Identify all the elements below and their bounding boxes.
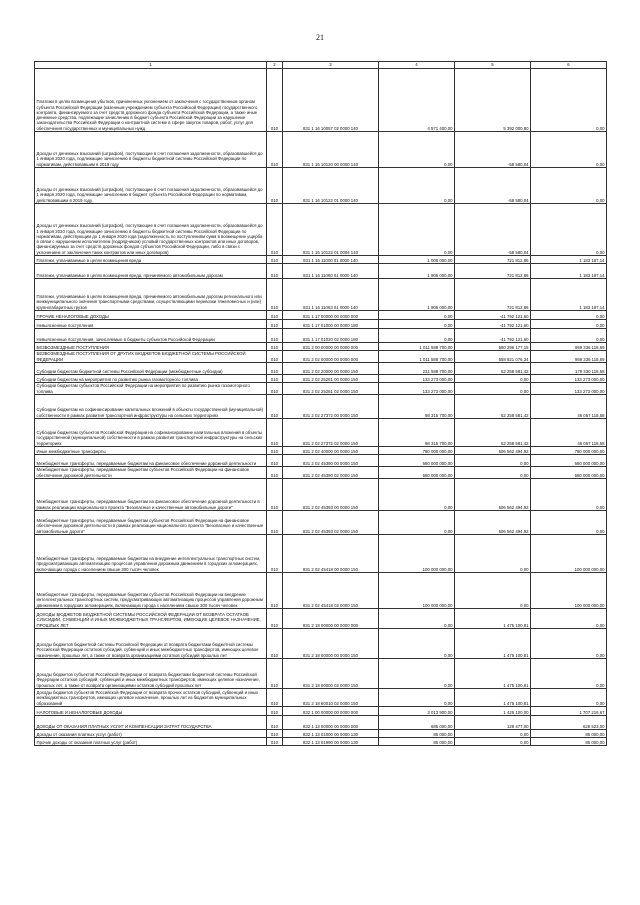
row-unexecuted: 0,00 xyxy=(531,320,607,329)
row-executed: 0,00 xyxy=(455,730,531,738)
row-name: Доходы бюджетов субъектов Российской Федерации от возврата бюджетами бюджетной системы Российской Федерации остатков субсидий, субвенций и иных межбюджетных трансфертов, имеющих целевое назначение, прошлых лет, а также от возврата организациями остатков субсидий прошлых лет xyxy=(35,659,267,689)
row-name: Межбюджетные трансферты, передаваемые бюджетам на финансовое обеспечение дорожной деятельности xyxy=(35,455,267,467)
row-executed: -41 792 121,60 xyxy=(455,329,531,343)
row-name: ПРОЧИЕ НЕНАЛОГОВЫЕ ДОХОДЫ xyxy=(35,311,267,320)
column-header: 5 xyxy=(455,62,531,69)
table-row xyxy=(35,467,607,479)
row-name: Платежи, уплачиваемые в целях возмещения вреда xyxy=(35,256,267,264)
row-executed: -58 580,04 xyxy=(455,132,531,168)
row-executed: 0,00 xyxy=(455,535,531,573)
row-line-code: 010 xyxy=(267,479,283,511)
row-unexecuted: 0,00 xyxy=(531,689,607,707)
row-approved: 98 315 700,00 xyxy=(379,419,455,447)
table-row xyxy=(35,730,607,738)
row-executed: 52 258 581,42 xyxy=(455,419,531,447)
row-approved: 0,00 xyxy=(379,629,455,659)
row-name: Межбюджетные трансферты, передаваемые бюджетам на финансовое обеспечение дорожной деятельности в рамках реализации национального проекта "Безопасные и качественные автомобильные дороги" xyxy=(35,479,267,511)
row-line-code: 010 xyxy=(267,69,283,132)
row-executed: 1 475 100,81 xyxy=(455,609,531,629)
row-line-code: 010 xyxy=(267,447,283,455)
table-body xyxy=(35,69,607,746)
row-line-code: 010 xyxy=(267,535,283,573)
page-number: 21 xyxy=(316,33,324,42)
row-unexecuted: 1 183 187,14 xyxy=(531,279,607,311)
row-budget-code: 831 1 16 10122 01 0000 140 xyxy=(283,168,379,204)
row-line-code: 010 xyxy=(267,343,283,351)
row-unexecuted: 46 057 118,58 xyxy=(531,395,607,419)
row-budget-code: 831 1 17 01000 00 0000 180 xyxy=(283,320,379,329)
row-budget-code: 831 2 02 45390 02 0000 150 xyxy=(283,467,379,479)
row-unexecuted: 0,00 xyxy=(531,329,607,343)
row-unexecuted: 0,00 xyxy=(531,659,607,689)
row-executed: -41 792 121,60 xyxy=(455,320,531,329)
row-executed: -58 580,04 xyxy=(455,204,531,256)
column-header: 6 xyxy=(531,62,607,69)
row-approved: 0,00 xyxy=(379,479,455,511)
column-header: 2 xyxy=(267,62,283,69)
row-name: НАЛОГОВЫЕ И НЕНАЛОГОВЫЕ ДОХОДЫ xyxy=(35,707,267,716)
row-unexecuted: 0,00 xyxy=(531,479,607,511)
row-budget-code: 831 2 02 45418 00 0000 150 xyxy=(283,535,379,573)
row-approved: 0,00 xyxy=(379,609,455,629)
column-header: 3 xyxy=(283,62,379,69)
row-unexecuted: 1 707 216,67 xyxy=(531,707,607,716)
revenue-table xyxy=(34,61,607,746)
row-name: Доходы от денежных взысканий (штрафов), поступающие в счет погашения задолженности, образовавшейся до 1 января 2020 года, подлежащие зачислению в бюджет субъекта Российской Федерации по нормативам, действовавшим в 2019 году xyxy=(35,168,267,204)
row-approved: 780 000 000,00 xyxy=(379,447,455,455)
table-row xyxy=(35,343,607,351)
row-line-code: 010 xyxy=(267,467,283,479)
row-executed: 0,00 xyxy=(455,738,531,746)
row-name: Невыясненные поступления, зачисляемые в бюджеты субъектов Российской Федерации xyxy=(35,329,267,343)
table-row xyxy=(35,511,607,535)
row-line-code: 010 xyxy=(267,256,283,264)
row-name: Доходы от денежных взысканий (штрафов), поступающие в счет погашения задолженности, образовавшейся до 1 января 2020 года, подлежащие зачислению в бюджеты бюджетной системы Российской Федерации по нормативам, действовавшим в 2019 году xyxy=(35,132,267,168)
row-line-code: 010 xyxy=(267,320,283,329)
row-name: Прочие доходы от оказания платных услуг (работ) xyxy=(35,738,267,746)
row-executed: 0,00 xyxy=(455,375,531,383)
row-approved: 685 000,00 xyxy=(379,716,455,730)
row-executed: 0,00 xyxy=(455,455,531,467)
row-line-code: 010 xyxy=(267,383,283,395)
row-budget-code: 831 2 18 00000 02 0000 150 xyxy=(283,659,379,689)
row-name: Невыясненные поступления xyxy=(35,320,267,329)
table-row xyxy=(35,320,607,329)
row-name: Субсидии бюджетам субъектов Российской Федерации на софинансирование капитальных вложений в объекты государственной (муниципальной) собственности в рамках развития транспортной инфраструктуры на сельских территориях xyxy=(35,419,267,447)
table-row xyxy=(35,375,607,383)
row-line-code: 010 xyxy=(267,738,283,746)
row-unexecuted: 0,00 xyxy=(531,168,607,204)
row-budget-code: 832 1 00 00000 00 0000 000 xyxy=(283,707,379,716)
row-line-code: 010 xyxy=(267,659,283,689)
row-approved: 0,00 xyxy=(379,320,455,329)
row-approved: 1 011 588 700,00 xyxy=(379,351,455,363)
table-row xyxy=(35,69,607,132)
table-row xyxy=(35,363,607,375)
row-unexecuted: 0,00 xyxy=(531,609,607,629)
table-row xyxy=(35,689,607,707)
row-line-code: 010 xyxy=(267,395,283,419)
row-unexecuted: 0,00 xyxy=(531,69,607,132)
row-approved: 0,00 xyxy=(379,329,455,343)
row-unexecuted: 133 273 000,00 xyxy=(531,375,607,383)
row-approved: 0,00 xyxy=(379,659,455,689)
row-name: БЕЗВОЗМЕЗДНЫЕ ПОСТУПЛЕНИЯ ОТ ДРУГИХ БЮДЖЕТОВ БЮДЖЕТНОЙ СИСТЕМЫ РОССИЙСКОЙ ФЕДЕРАЦИИ xyxy=(35,351,267,363)
table-row xyxy=(35,419,607,447)
row-executed: 1 475 100,81 xyxy=(455,689,531,707)
row-executed: 506 562 494,92 xyxy=(455,479,531,511)
row-approved: 1 905 000,00 xyxy=(379,264,455,279)
row-line-code: 010 xyxy=(267,419,283,447)
row-unexecuted: 780 000 000,00 xyxy=(531,447,607,455)
row-approved: 0,00 xyxy=(379,204,455,256)
row-executed: 0,00 xyxy=(455,383,531,395)
row-approved: 1 011 588 700,00 xyxy=(379,343,455,351)
row-line-code: 010 xyxy=(267,351,283,363)
row-approved: 0,00 xyxy=(379,132,455,168)
row-approved: 231 588 700,00 xyxy=(379,363,455,375)
row-budget-code: 831 1 16 10122 01 0004 140 xyxy=(283,204,379,256)
row-line-code: 010 xyxy=(267,707,283,716)
row-approved: 85 000,00 xyxy=(379,730,455,738)
table-row xyxy=(35,629,607,659)
row-budget-code: 831 2 02 45393 02 0000 150 xyxy=(283,511,379,535)
row-executed: 580 296 177,15 xyxy=(455,343,531,351)
row-line-code: 010 xyxy=(267,511,283,535)
row-unexecuted: 0,00 xyxy=(531,629,607,659)
row-executed: -58 580,04 xyxy=(455,168,531,204)
row-budget-code: 831 2 02 40000 00 0000 150 xyxy=(283,447,379,455)
row-approved: 1 905 000,00 xyxy=(379,279,455,311)
row-budget-code: 832 1 13 01990 00 0000 130 xyxy=(283,738,379,746)
row-budget-code: 831 2 18 00000 00 0000 000 xyxy=(283,609,379,629)
row-unexecuted: 100 000 000,00 xyxy=(531,573,607,609)
row-unexecuted: 85 000,00 xyxy=(531,738,607,746)
row-executed: -41 792 121,60 xyxy=(455,311,531,320)
row-name: Доходы бюджетов субъектов Российской Федерации от возврата прочих остатков субсидий, субвенций и иных межбюджетных трансфертов, имеющих целевое назначение, прошлых лет из бюджетов муниципальных образований xyxy=(35,689,267,707)
table-row xyxy=(35,479,607,511)
table-row xyxy=(35,716,607,730)
row-approved: 0,00 xyxy=(379,311,455,320)
table-row xyxy=(35,264,607,279)
row-unexecuted: 959 336 118,69 xyxy=(531,351,607,363)
row-unexecuted: 959 336 118,69 xyxy=(531,343,607,351)
row-name: Субсидии бюджетам на софинансирование капитальных вложений в объекты государственной (муниципальной) собственности в рамках развития транспортной инфраструктуры на сельских территориях xyxy=(35,395,267,419)
row-executed: 721 812,86 xyxy=(455,264,531,279)
row-budget-code: 831 1 16 11060 01 0000 140 xyxy=(283,264,379,279)
row-approved: 98 315 700,00 xyxy=(379,395,455,419)
row-approved: 3 013 900,00 xyxy=(379,707,455,716)
table-row xyxy=(35,447,607,455)
row-line-code: 010 xyxy=(267,689,283,707)
table-row xyxy=(35,659,607,689)
table-row xyxy=(35,311,607,320)
row-name: Платежи в целях возмещения убытков, причиненных уклонением от заключения с государственным органом субъекта Российской Федерации (казенным учреждением субъекта Российской Федерации) государственного контракта, финансируемого за счет средств дорожного фонда субъекта Российской Федерации, а также иные денежные средства, подлежащие зачислению в бюджет субъекта Российской Федерации за нарушение законодательства Российской Федерации о контрактной системе в сфере закупок товаров, работ, услуг для обеспечения государственных и муниципальных нужд xyxy=(35,69,267,132)
row-name: ДОХОДЫ БЮДЖЕТОВ БЮДЖЕТНОЙ СИСТЕМЫ РОССИЙСКОЙ ФЕДЕРАЦИИ ОТ ВОЗВРАТА ОСТАТКОВ СУБСИДИЙ, СУБВЕНЦИЙ И ИНЫХ МЕЖБЮДЖЕТНЫХ ТРАНСФЕРТОВ, ИМЕЮЩИХ ЦЕЛЕВОЕ НАЗНАЧЕНИЕ, ПРОШЛЫХ ЛЕТ xyxy=(35,609,267,629)
row-executed: 5 392 000,80 xyxy=(455,69,531,132)
row-approved: 100 000 000,00 xyxy=(379,573,455,609)
row-budget-code: 831 2 02 45390 00 0000 150 xyxy=(283,455,379,467)
row-budget-code: 831 1 16 10120 00 0000 140 xyxy=(283,132,379,168)
row-unexecuted: 0,00 xyxy=(531,511,607,535)
row-executed: 721 812,86 xyxy=(455,256,531,264)
table-row xyxy=(35,279,607,311)
row-budget-code: 831 1 17 01020 02 0000 180 xyxy=(283,329,379,343)
table-row xyxy=(35,132,607,168)
row-budget-code: 831 2 18 60010 02 0000 150 xyxy=(283,689,379,707)
row-budget-code: 831 2 02 27372 02 0000 150 xyxy=(283,419,379,447)
table-row xyxy=(35,455,607,467)
row-name: Межбюджетные трансферты, передаваемые бюджетам субъектов Российской Федерации на финансовое обеспечение дорожной деятельности xyxy=(35,467,267,479)
row-executed: 721 812,86 xyxy=(455,279,531,311)
row-unexecuted: 0,00 xyxy=(531,311,607,320)
row-line-code: 010 xyxy=(267,279,283,311)
row-approved: 1 005 000,00 xyxy=(379,256,455,264)
row-unexecuted: 680 000 000,00 xyxy=(531,467,607,479)
row-line-code: 010 xyxy=(267,311,283,320)
row-budget-code: 832 1 13 01000 00 0000 130 xyxy=(283,730,379,738)
row-name: БЕЗВОЗМЕЗДНЫЕ ПОСТУПЛЕНИЯ xyxy=(35,343,267,351)
row-unexecuted: 0,00 xyxy=(531,204,607,256)
row-name: Доходы от денежных взысканий (штрафов), поступающие в счет погашения задолженности, образовавшейся до 1 января 2020 года, подлежащие зачислению в бюджеты бюджетной системы Российской Федерации по нормативам, действующим до 1 января 2020 года (задолженность по поступлениям сумм в возмещение ущерба в связи с нарушением исполнителем (подрядчиком) условий государственных контрактов или иных договоров, финансируемых за счет средств дорожных фондов субъектов Российской Федерации, либо в связи с уклонением от заключения таких контрактов или иных договоров) xyxy=(35,204,267,256)
row-approved: 0,00 xyxy=(379,689,455,707)
row-line-code: 010 xyxy=(267,609,283,629)
table-row xyxy=(35,383,607,395)
row-line-code: 010 xyxy=(267,264,283,279)
row-budget-code: 831 1 17 00000 00 0000 000 xyxy=(283,311,379,320)
row-name: Субсидии бюджетам субъектов Российской Федерации на мероприятия по развитию рынка газомоторного топлива xyxy=(35,383,267,395)
row-executed: 52 258 581,42 xyxy=(455,363,531,375)
row-line-code: 010 xyxy=(267,132,283,168)
row-line-code: 010 xyxy=(267,168,283,204)
row-unexecuted: 1 183 187,14 xyxy=(531,256,607,264)
row-line-code: 010 xyxy=(267,573,283,609)
row-approved: 680 000 000,00 xyxy=(379,467,455,479)
row-executed: 0,00 xyxy=(455,467,531,479)
row-executed: 0,00 xyxy=(455,573,531,609)
row-name: ДОХОДЫ ОТ ОКАЗАНИЯ ПЛАТНЫХ УСЛУГ И КОМПЕНСАЦИИ ЗАТРАТ ГОСУДАРСТВА xyxy=(35,716,267,730)
row-unexecuted: 680 000 000,00 xyxy=(531,455,607,467)
table-row xyxy=(35,535,607,573)
row-approved: 680 000 000,00 xyxy=(379,455,455,467)
row-name: Межбюджетные трансферты, передаваемые бюджетам на внедрение интеллектуальных транспортных систем, предусматривающих автоматизацию процессов управления дорожным движением в городских агломерациях, включающих города с населением свыше 300 тысяч человек xyxy=(35,535,267,573)
row-name: Субсидии бюджетам на мероприятия по развитию рынка газомоторного топлива xyxy=(35,375,267,383)
row-unexecuted: 1 183 187,14 xyxy=(531,264,607,279)
row-budget-code: 831 1 16 11000 01 0000 140 xyxy=(283,256,379,264)
row-line-code: 010 xyxy=(267,455,283,467)
row-budget-code: 831 2 02 27372 00 0000 150 xyxy=(283,395,379,419)
row-budget-code: 831 2 18 00000 00 0000 150 xyxy=(283,629,379,659)
row-approved: 85 000,00 xyxy=(379,738,455,746)
row-approved: 133 273 000,00 xyxy=(379,375,455,383)
table-row xyxy=(35,256,607,264)
row-unexecuted: 133 273 000,00 xyxy=(531,383,607,395)
row-budget-code: 831 2 02 00000 00 0000 000 xyxy=(283,351,379,363)
table-row xyxy=(35,204,607,256)
row-budget-code: 831 2 02 20000 00 0000 150 xyxy=(283,363,379,375)
column-header: 4 xyxy=(379,62,455,69)
row-line-code: 010 xyxy=(267,375,283,383)
column-header-row xyxy=(35,62,607,69)
row-executed: 52 258 581,42 xyxy=(455,395,531,419)
table-row xyxy=(35,351,607,363)
table-row xyxy=(35,738,607,746)
row-unexecuted: 0,00 xyxy=(531,132,607,168)
row-budget-code: 831 1 16 11063 01 0000 140 xyxy=(283,279,379,311)
row-executed: 506 562 494,92 xyxy=(455,447,531,455)
table-row xyxy=(35,395,607,419)
table-row xyxy=(35,168,607,204)
row-line-code: 010 xyxy=(267,730,283,738)
table-row xyxy=(35,573,607,609)
row-unexecuted: 100 000 000,00 xyxy=(531,535,607,573)
row-unexecuted: 85 000,00 xyxy=(531,730,607,738)
row-unexecuted: 628 523,00 xyxy=(531,716,607,730)
row-budget-code: 832 1 13 00000 00 0000 000 xyxy=(283,716,379,730)
table-row xyxy=(35,707,607,716)
row-budget-code: 831 2 02 25261 00 0000 150 xyxy=(283,375,379,383)
table-row xyxy=(35,329,607,343)
row-name: Платежи, уплачиваемые в целях возмещения вреда, причиняемого автомобильным дорогам xyxy=(35,264,267,279)
row-budget-code: 831 2 02 45418 02 0000 150 xyxy=(283,573,379,609)
row-approved: 0,00 xyxy=(379,511,455,535)
row-unexecuted: 46 057 118,58 xyxy=(531,419,607,447)
row-name: Доходы от оказания платных услуг (работ) xyxy=(35,730,267,738)
row-unexecuted: 179 330 118,58 xyxy=(531,363,607,375)
row-executed: 1 475 100,81 xyxy=(455,629,531,659)
row-name: Доходы бюджетов бюджетной системы Российской Федерации от возврата бюджетами бюджетной системы Российской Федерации остатков субсидий, субвенций и иных межбюджетных трансфертов, имеющих целевое назначение, прошлых лет, а также от возврата организациями остатков субсидий прошлых лет xyxy=(35,629,267,659)
row-budget-code: 831 2 02 25261 02 0000 150 xyxy=(283,383,379,395)
row-approved: 133 273 000,00 xyxy=(379,383,455,395)
row-name: Межбюджетные трансферты, передаваемые бюджетам субъектов Российской Федерации на внедрение интеллектуальных транспортных систем, предусматривающих автоматизацию процессов управления дорожным движением в городских агломерациях, включающих города с населением свыше 300 тысяч человек xyxy=(35,573,267,609)
row-approved: 100 000 000,00 xyxy=(379,535,455,573)
row-line-code: 010 xyxy=(267,204,283,256)
table-row xyxy=(35,609,607,629)
row-line-code: 010 xyxy=(267,629,283,659)
row-executed: 1 475 100,81 xyxy=(455,659,531,689)
row-name: Иные межбюджетные трансферты xyxy=(35,447,267,455)
row-budget-code: 831 2 02 45393 00 0000 150 xyxy=(283,479,379,511)
row-line-code: 010 xyxy=(267,716,283,730)
row-name: Субсидии бюджетам бюджетной системы Российской Федерации (межбюджетные субсидии) xyxy=(35,363,267,375)
row-executed: 128 477,00 xyxy=(455,716,531,730)
row-executed: 506 562 494,92 xyxy=(455,511,531,535)
row-name: Платежи, уплачиваемые в целях возмещения вреда, причиняемого автомобильным дорогам регионального или межмуниципального значения транспортными средствами, осуществляющими перевозки тяжеловесных и (или) крупногабаритных грузов xyxy=(35,279,267,311)
row-approved: 4 571 400,00 xyxy=(379,69,455,132)
row-line-code: 010 xyxy=(267,363,283,375)
row-budget-code: 831 1 16 10057 02 0000 140 xyxy=(283,69,379,132)
column-header: 1 xyxy=(35,62,267,69)
row-line-code: 010 xyxy=(267,329,283,343)
row-name: Межбюджетные трансферты, передаваемые бюджетам субъектов Российской Федерации на финансовое обеспечение дорожной деятельности в рамках реализации национального проекта "Безопасные и качественные автомобильные дороги" xyxy=(35,511,267,535)
row-executed: 1 425 100,00 xyxy=(455,707,531,716)
row-budget-code: 831 2 00 00000 00 0000 000 xyxy=(283,343,379,351)
row-approved: 0,00 xyxy=(379,168,455,204)
row-executed: 558 821 076,34 xyxy=(455,351,531,363)
